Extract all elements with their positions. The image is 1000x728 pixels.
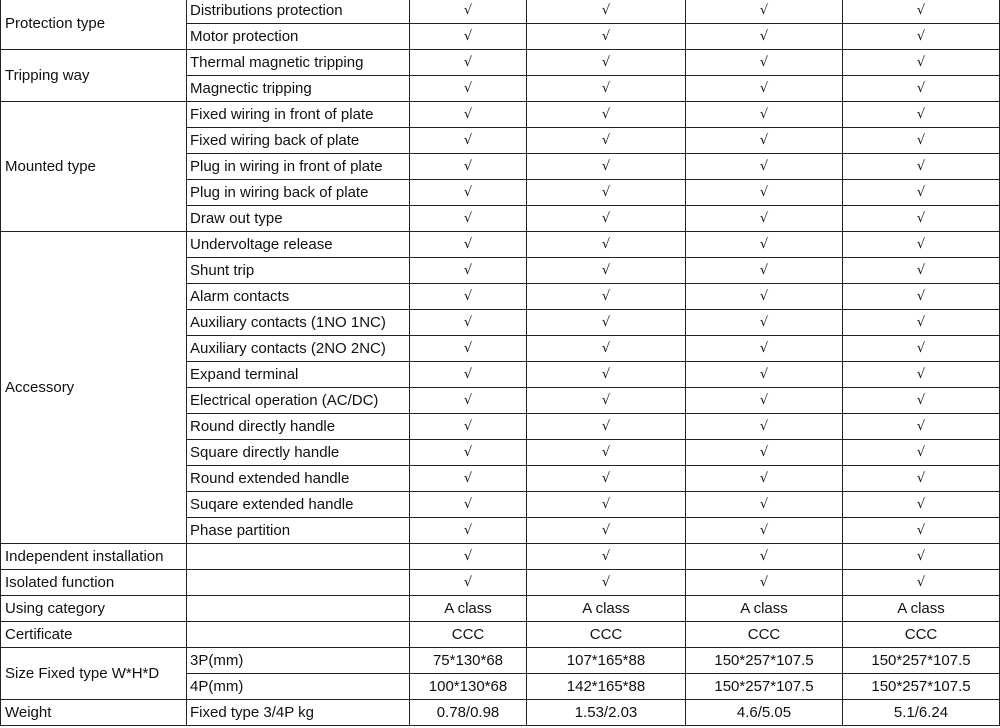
check-mark-cell: √ <box>843 0 1000 24</box>
check-mark-cell: √ <box>410 492 527 518</box>
check-mark-cell: √ <box>686 362 843 388</box>
check-mark-cell: √ <box>410 102 527 128</box>
check-mark-cell: √ <box>410 50 527 76</box>
table-row <box>1 0 1000 24</box>
check-mark-cell: √ <box>686 206 843 232</box>
check-mark-cell: √ <box>843 362 1000 388</box>
check-mark-cell: √ <box>527 180 686 206</box>
subcategory-label: Magnectic tripping <box>187 76 410 102</box>
subcategory-label: Fixed type 3/4P kg <box>187 700 410 726</box>
check-mark-cell: √ <box>843 232 1000 258</box>
check-mark-cell: √ <box>843 518 1000 544</box>
check-mark-cell: √ <box>410 388 527 414</box>
check-mark-cell: √ <box>527 24 686 50</box>
subcategory-label <box>187 570 410 596</box>
check-mark-cell: √ <box>410 414 527 440</box>
category-label: Mounted type <box>1 102 187 232</box>
table-row <box>1 622 1000 648</box>
value-cell: 150*257*107.5 <box>843 674 1000 700</box>
check-mark-cell: √ <box>527 310 686 336</box>
value-cell: CCC <box>686 622 843 648</box>
value-cell: 1.53/2.03 <box>527 700 686 726</box>
value-cell: A class <box>410 596 527 622</box>
check-mark-cell: √ <box>686 414 843 440</box>
check-mark-cell: √ <box>843 336 1000 362</box>
subcategory-label: Electrical operation (AC/DC) <box>187 388 410 414</box>
check-mark-cell: √ <box>527 284 686 310</box>
subcategory-label: 3P(mm) <box>187 648 410 674</box>
check-mark-cell: √ <box>843 414 1000 440</box>
check-mark-cell: √ <box>527 336 686 362</box>
check-mark-cell: √ <box>410 76 527 102</box>
category-label: Weight <box>1 700 187 726</box>
check-mark-cell: √ <box>686 128 843 154</box>
subcategory-label: Round directly handle <box>187 414 410 440</box>
check-mark-cell: √ <box>843 180 1000 206</box>
check-mark-cell: √ <box>843 76 1000 102</box>
check-mark-cell: √ <box>843 24 1000 50</box>
check-mark-cell: √ <box>843 206 1000 232</box>
category-label: Independent installation <box>1 544 187 570</box>
check-mark-cell: √ <box>527 0 686 24</box>
check-mark-cell: √ <box>686 336 843 362</box>
check-mark-cell: √ <box>527 440 686 466</box>
check-mark-cell: √ <box>410 544 527 570</box>
spec-table-body <box>1 0 1000 726</box>
check-mark-cell: √ <box>527 466 686 492</box>
check-mark-cell: √ <box>410 180 527 206</box>
table-row <box>1 648 1000 674</box>
check-mark-cell: √ <box>686 440 843 466</box>
category-label: Isolated function <box>1 570 187 596</box>
category-label: Size Fixed type W*H*D <box>1 648 187 700</box>
check-mark-cell: √ <box>527 492 686 518</box>
check-mark-cell: √ <box>686 544 843 570</box>
table-row <box>1 102 1000 128</box>
check-mark-cell: √ <box>410 284 527 310</box>
check-mark-cell: √ <box>410 336 527 362</box>
check-mark-cell: √ <box>527 362 686 388</box>
table-row <box>1 570 1000 596</box>
check-mark-cell: √ <box>527 102 686 128</box>
value-cell: A class <box>686 596 843 622</box>
category-label: Protection type <box>1 0 187 50</box>
subcategory-label: Phase partition <box>187 518 410 544</box>
value-cell: 100*130*68 <box>410 674 527 700</box>
subcategory-label: Distributions protection <box>187 0 410 24</box>
table-row <box>1 700 1000 726</box>
value-cell: 150*257*107.5 <box>843 648 1000 674</box>
subcategory-label: Motor protection <box>187 24 410 50</box>
check-mark-cell: √ <box>410 0 527 24</box>
value-cell: 5.1/6.24 <box>843 700 1000 726</box>
check-mark-cell: √ <box>686 518 843 544</box>
value-cell: 150*257*107.5 <box>686 674 843 700</box>
value-cell: 4.6/5.05 <box>686 700 843 726</box>
check-mark-cell: √ <box>527 50 686 76</box>
value-cell: A class <box>527 596 686 622</box>
check-mark-cell: √ <box>527 76 686 102</box>
category-label: Accessory <box>1 232 187 544</box>
check-mark-cell: √ <box>410 24 527 50</box>
subcategory-label: Square directly handle <box>187 440 410 466</box>
check-mark-cell: √ <box>686 466 843 492</box>
check-mark-cell: √ <box>410 206 527 232</box>
check-mark-cell: √ <box>686 284 843 310</box>
subcategory-label: 4P(mm) <box>187 674 410 700</box>
value-cell: CCC <box>843 622 1000 648</box>
value-cell: A class <box>843 596 1000 622</box>
check-mark-cell: √ <box>843 50 1000 76</box>
check-mark-cell: √ <box>843 258 1000 284</box>
table-row <box>1 544 1000 570</box>
check-mark-cell: √ <box>410 310 527 336</box>
check-mark-cell: √ <box>843 128 1000 154</box>
subcategory-label: Thermal magnetic tripping <box>187 50 410 76</box>
value-cell: 107*165*88 <box>527 648 686 674</box>
check-mark-cell: √ <box>843 492 1000 518</box>
subcategory-label: Fixed wiring in front of plate <box>187 102 410 128</box>
check-mark-cell: √ <box>843 466 1000 492</box>
check-mark-cell: √ <box>843 154 1000 180</box>
subcategory-label <box>187 544 410 570</box>
subcategory-label <box>187 596 410 622</box>
category-label: Using category <box>1 596 187 622</box>
check-mark-cell: √ <box>410 232 527 258</box>
subcategory-label: Round extended handle <box>187 466 410 492</box>
subcategory-label: Suqare extended handle <box>187 492 410 518</box>
subcategory-label: Plug in wiring in front of plate <box>187 154 410 180</box>
check-mark-cell: √ <box>843 102 1000 128</box>
check-mark-cell: √ <box>843 388 1000 414</box>
check-mark-cell: √ <box>527 232 686 258</box>
check-mark-cell: √ <box>410 466 527 492</box>
check-mark-cell: √ <box>527 544 686 570</box>
check-mark-cell: √ <box>843 544 1000 570</box>
check-mark-cell: √ <box>686 102 843 128</box>
check-mark-cell: √ <box>410 128 527 154</box>
check-mark-cell: √ <box>410 258 527 284</box>
table-row <box>1 596 1000 622</box>
check-mark-cell: √ <box>410 570 527 596</box>
subcategory-label: Plug in wiring back of plate <box>187 180 410 206</box>
value-cell: 142*165*88 <box>527 674 686 700</box>
check-mark-cell: √ <box>686 180 843 206</box>
check-mark-cell: √ <box>686 50 843 76</box>
check-mark-cell: √ <box>527 414 686 440</box>
category-label: Tripping way <box>1 50 187 102</box>
check-mark-cell: √ <box>410 440 527 466</box>
subcategory-label: Fixed wiring back of plate <box>187 128 410 154</box>
check-mark-cell: √ <box>686 154 843 180</box>
check-mark-cell: √ <box>410 362 527 388</box>
check-mark-cell: √ <box>843 570 1000 596</box>
check-mark-cell: √ <box>686 570 843 596</box>
check-mark-cell: √ <box>686 258 843 284</box>
table-row <box>1 232 1000 258</box>
table-row <box>1 50 1000 76</box>
value-cell: 150*257*107.5 <box>686 648 843 674</box>
check-mark-cell: √ <box>527 388 686 414</box>
value-cell: 75*130*68 <box>410 648 527 674</box>
check-mark-cell: √ <box>410 518 527 544</box>
check-mark-cell: √ <box>843 440 1000 466</box>
category-label: Certificate <box>1 622 187 648</box>
subcategory-label <box>187 622 410 648</box>
check-mark-cell: √ <box>527 258 686 284</box>
check-mark-cell: √ <box>527 206 686 232</box>
check-mark-cell: √ <box>527 518 686 544</box>
subcategory-label: Alarm contacts <box>187 284 410 310</box>
subcategory-label: Expand terminal <box>187 362 410 388</box>
check-mark-cell: √ <box>686 0 843 24</box>
subcategory-label: Draw out type <box>187 206 410 232</box>
check-mark-cell: √ <box>410 154 527 180</box>
check-mark-cell: √ <box>686 76 843 102</box>
check-mark-cell: √ <box>686 310 843 336</box>
check-mark-cell: √ <box>686 24 843 50</box>
value-cell: CCC <box>410 622 527 648</box>
check-mark-cell: √ <box>527 570 686 596</box>
subcategory-label: Shunt trip <box>187 258 410 284</box>
check-mark-cell: √ <box>686 232 843 258</box>
value-cell: 0.78/0.98 <box>410 700 527 726</box>
check-mark-cell: √ <box>843 284 1000 310</box>
check-mark-cell: √ <box>527 154 686 180</box>
value-cell: CCC <box>527 622 686 648</box>
subcategory-label: Auxiliary contacts (1NO 1NC) <box>187 310 410 336</box>
check-mark-cell: √ <box>527 128 686 154</box>
subcategory-label: Undervoltage release <box>187 232 410 258</box>
check-mark-cell: √ <box>843 310 1000 336</box>
check-mark-cell: √ <box>686 492 843 518</box>
check-mark-cell: √ <box>686 388 843 414</box>
subcategory-label: Auxiliary contacts (2NO 2NC) <box>187 336 410 362</box>
